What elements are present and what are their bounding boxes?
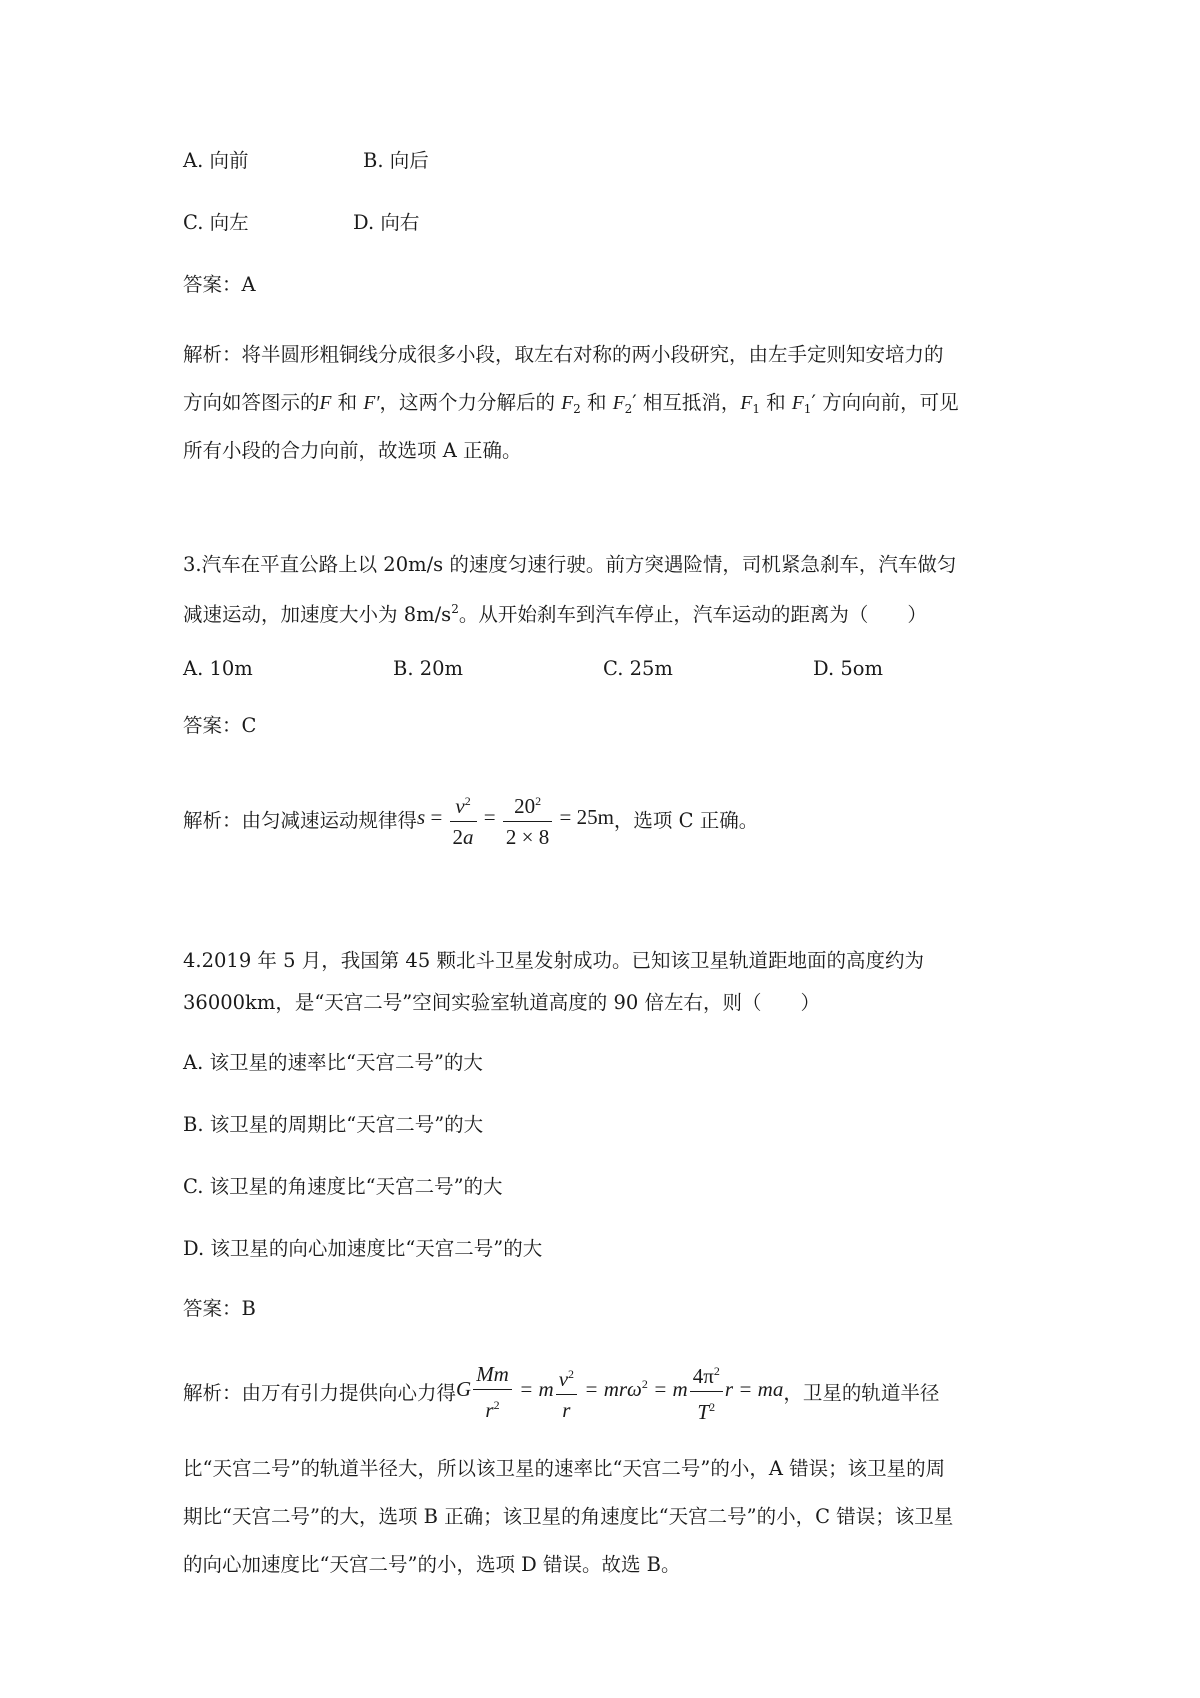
q4-option-a: A. 该卫星的速率比“天宫二号”的大 (183, 1051, 483, 1074)
q2-analysis-line-3: 所有小段的合力向前，故选项 A 正确。 (183, 439, 522, 462)
q3-stem-line-1: 3.汽车在平直公路上以 20m/s 的速度匀速行驶。前方突遇险情，司机紧急刹车，汽车做匀 (183, 553, 957, 576)
q2-analysis-line-2: 方向如答图示的F 和 F′，这两个力分解后的 $F_2$ 和 $F_2'$ 相互抵消，$F_1$ 和 $F_1'$ 方向向前，可见 (183, 391, 959, 416)
q2-option-d: D. 向右 (353, 211, 420, 234)
q4-analysis-equation: 解析：由万有引力提供向心力得G $\frac{Mm}{r^2}$ = m $\frac{v^2}{r}$ = mrω$^2$ = m $\frac{4\pi^2}{T^2}$ r = ma，卫星的轨道半径 (183, 1358, 939, 1425)
q3-answer: 答案：C (183, 714, 257, 737)
q3-option-b: B. 20m (393, 657, 464, 680)
q4-stem-line-1: 4.2019 年 5 月，我国第 45 颗北斗卫星发射成功。已知该卫星轨道距地面的高度约为 (183, 949, 924, 972)
q4-analysis-line-3: 期比“天宫二号”的大，选项 B 正确；该卫星的角速度比“天宫二号”的小，C 错误；该卫星 (183, 1505, 954, 1528)
q4-stem-line-2: 36000km，是“天宫二号”空间实验室轨道高度的 90 倍左右，则（ ） (183, 991, 820, 1014)
q4-analysis-line-2: 比“天宫二号”的轨道半径大，所以该卫星的速率比“天宫二号”的小，A 错误；该卫星的周 (183, 1457, 946, 1480)
q4-option-b: B. 该卫星的周期比“天宫二号”的大 (183, 1113, 484, 1136)
q2-option-b: B. 向后 (363, 149, 429, 172)
q2-analysis-line-1: 解析：将半圆形粗铜线分成很多小段，取左右对称的两小段研究，由左手定则知安培力的 (183, 343, 944, 366)
q2-option-a: A. 向前 (183, 149, 249, 172)
q4-option-d: D. 该卫星的向心加速度比“天宫二号”的大 (183, 1237, 543, 1260)
q3-option-d: D. 5om (813, 657, 883, 680)
q2-option-c: C. 向左 (183, 211, 249, 234)
q3-stem-line-2: 减速运动，加速度大小为 $8m/s^2$。从开始刹车到汽车停止，汽车运动的距离为（ ） (183, 602, 927, 626)
q4-option-c: C. 该卫星的角速度比“天宫二号”的大 (183, 1175, 503, 1198)
q2-answer: 答案：A (183, 273, 256, 296)
q3-analysis-equation: 解析：由匀减速运动规律得s = $\frac{v^2}{2a}$ = $\frac{20^2}{2 \times 8}$ = 25m，选项 C 正确。 (183, 788, 758, 850)
q4-analysis-line-4: 的向心加速度比“天宫二号”的小，选项 D 错误。故选 B。 (183, 1553, 681, 1576)
q4-answer: 答案：B (183, 1297, 256, 1320)
q3-option-c: C. 25m (603, 657, 673, 680)
q3-option-a: A. 10m (183, 657, 253, 680)
